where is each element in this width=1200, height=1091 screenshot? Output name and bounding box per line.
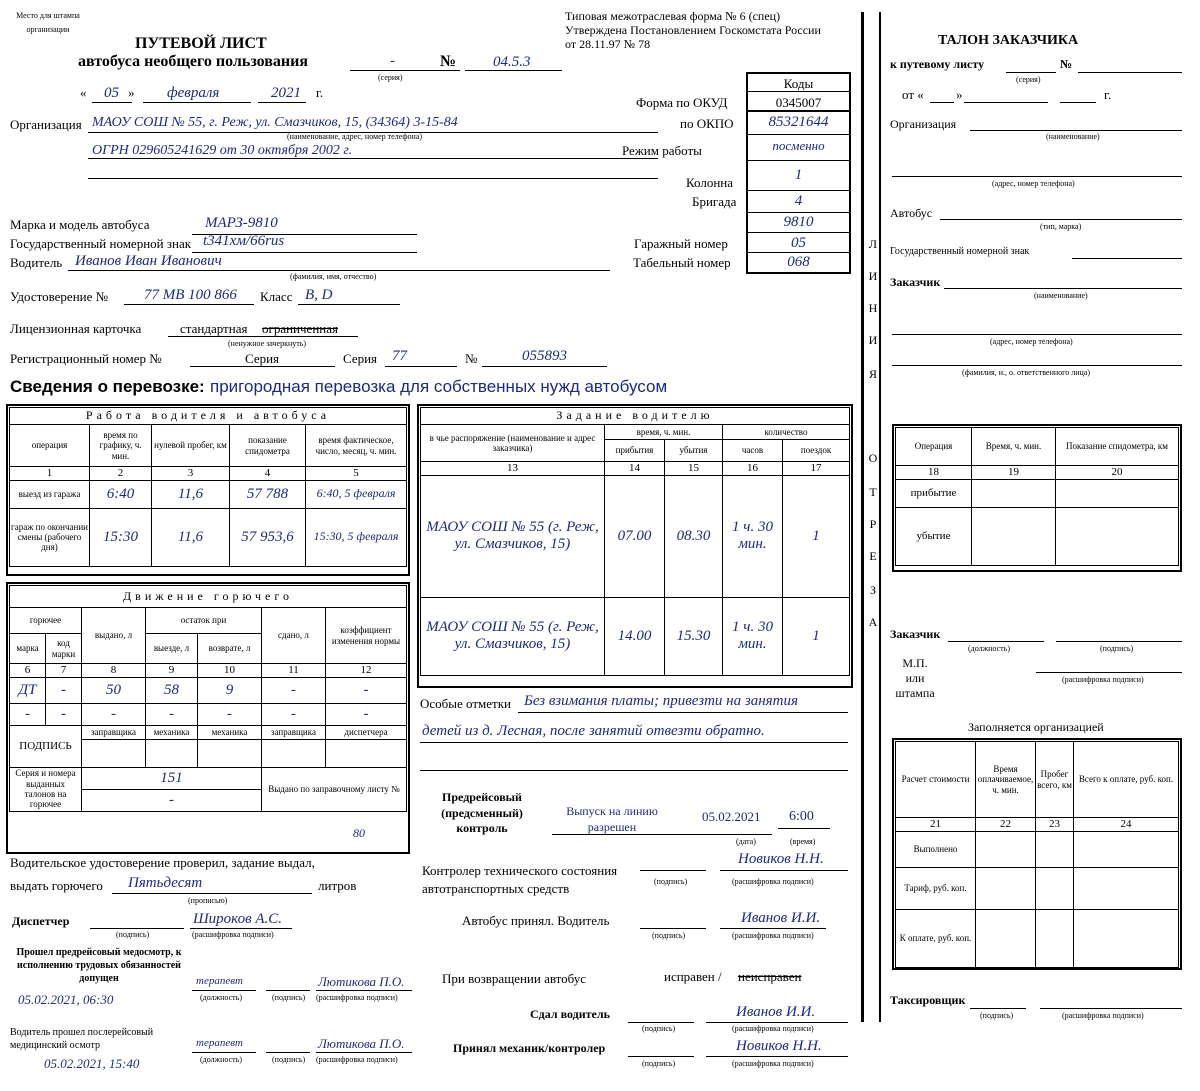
work-op: выезд из гаража xyxy=(10,480,90,508)
transport-value: пригородная перевозка для собственных нужд автобусом xyxy=(210,377,668,396)
tabel-number: 068 xyxy=(787,254,810,270)
title: ПУТЕВОЙ ЛИСТ xyxy=(135,35,267,52)
tt-n: 18 xyxy=(896,466,972,480)
talon-bus-cap: (тип, марка) xyxy=(1040,222,1082,231)
ct-h: Всего к оплате, руб. коп. xyxy=(1074,742,1179,818)
task-cell: 1 ч. 30 мин. xyxy=(723,597,783,675)
tn: 16 xyxy=(723,462,783,476)
task-cell: 1 xyxy=(783,475,850,597)
garage-number: 05 xyxy=(791,235,806,251)
ct-row-label: Выполнено xyxy=(896,831,976,867)
reg-no: № xyxy=(465,351,478,366)
postmed-pos-caption: (должность) xyxy=(200,1055,242,1064)
fuel-title: Движение горючего xyxy=(10,586,407,608)
special-label: Особые отметки xyxy=(420,696,511,711)
cut-letter: А xyxy=(868,615,878,629)
task-cell: 1 xyxy=(783,597,850,675)
controller-label: Контролер технического состояния автотранспортных средств xyxy=(422,863,618,896)
tn: 15 xyxy=(665,462,723,476)
sign-col: диспетчера xyxy=(326,725,407,739)
handed-label: Сдал водитель xyxy=(530,1007,610,1021)
sign-cell xyxy=(262,739,326,767)
mechanic-sign: (подпись) xyxy=(642,1059,676,1068)
task-cell: 15.30 xyxy=(665,597,723,675)
work-mode: посменно xyxy=(772,138,825,153)
task-h3: количество xyxy=(723,425,850,440)
cut-letter: О xyxy=(868,451,878,465)
special-line-2: детей из д. Лесная, после занятий отвезти обратно. xyxy=(422,723,765,739)
taxi-decode: (расшифровка подписи) xyxy=(1062,1011,1144,1020)
date-day: 05 xyxy=(104,85,119,101)
talon-customer-cap: (наименование) xyxy=(1034,291,1088,300)
talon-filled: Заполняется организацией xyxy=(968,720,1104,734)
task-cell: 14.00 xyxy=(605,597,665,675)
mechanic-name-caption: (расшифровка подписи) xyxy=(732,1059,814,1068)
fuel-h: коэффициент изменения нормы xyxy=(326,608,407,664)
class-value: B, D xyxy=(305,287,333,303)
ct-n: 21 xyxy=(896,818,976,832)
wh-2: нулевой пробег, км xyxy=(152,425,230,467)
bus-model: МАРЗ-9810 xyxy=(205,215,278,231)
talon-bus: Автобус xyxy=(890,206,933,220)
returned-ok: исправен / xyxy=(664,969,722,984)
task-cell: 1 ч. 30 мин. xyxy=(723,475,783,597)
fn: 9 xyxy=(146,664,198,678)
fuel-h: код марки xyxy=(46,634,82,664)
form-info-1: Типовая межотраслевая форма № 6 (спец) xyxy=(565,9,781,23)
fuel-cell: - xyxy=(198,703,262,725)
wn-2: 3 xyxy=(152,467,230,481)
brigade-value: 4 xyxy=(794,193,803,209)
ct-n: 24 xyxy=(1074,818,1179,832)
card-limited: ограниченная xyxy=(262,321,338,336)
org-label: Организация xyxy=(10,117,82,132)
okud-label: Форма по ОКУД xyxy=(636,95,728,110)
taxi-label: Таксировщик xyxy=(890,993,966,1007)
fuel-cell: - xyxy=(326,703,407,725)
fuel-cell: - xyxy=(146,703,198,725)
card-std: стандартная xyxy=(180,321,248,336)
column-label: Колонна xyxy=(686,175,734,190)
postmed-name: Лютикова П.О. xyxy=(318,1036,405,1051)
postmed-name-caption: (расшифровка подписи) xyxy=(316,1055,398,1064)
stamp-place-1: Место для штампа xyxy=(16,11,80,20)
cut-letter: Е xyxy=(869,549,877,563)
work-table xyxy=(9,407,407,567)
tt-n: 20 xyxy=(1056,466,1179,480)
series-caption: (серия) xyxy=(378,73,403,82)
fuel-cell: ДТ xyxy=(10,677,46,703)
release: Выпуск на линию разрешен xyxy=(566,804,658,834)
fuel-cell: - xyxy=(10,703,46,725)
premed-label: Прошел предрейсовый медосмотр, к исполнению трудовых обязанностей допущен xyxy=(16,947,182,984)
work-cell: 15:30 xyxy=(90,508,152,566)
tt-cell xyxy=(972,479,1056,507)
talon-decode-cap: (расшифровка подписи) xyxy=(1062,675,1144,684)
tn: 17 xyxy=(783,462,850,476)
reg-series: 77 xyxy=(392,348,407,364)
handed-name: Иванов И.И. xyxy=(736,1004,816,1020)
fuel-table xyxy=(9,585,407,812)
wh-0: операция xyxy=(10,425,90,467)
model-code: 9810 xyxy=(783,214,814,230)
wn-3: 4 xyxy=(230,467,306,481)
card-caption: (ненужное зачеркнуть) xyxy=(228,339,307,348)
talons-label: Серия и номера выданных талонов на горючее xyxy=(10,767,82,811)
premed-name-caption: (расшифровка подписи) xyxy=(316,993,398,1002)
fuel-cell: 50 xyxy=(82,677,146,703)
work-cell: 11,6 xyxy=(152,480,230,508)
fuel-h: выдано, л xyxy=(82,608,146,664)
quote-open: « xyxy=(80,85,87,100)
cut-letter: З xyxy=(869,583,876,597)
date-year: 2021 xyxy=(271,85,301,101)
line-letter: Я xyxy=(868,367,877,381)
column-value: 1 xyxy=(794,167,803,183)
wn-0: 1 xyxy=(10,467,90,481)
form-info-3: от 28.11.97 № 78 xyxy=(565,37,651,51)
task-cell: 08.30 xyxy=(665,475,723,597)
special-line-1: Без взимания платы; привезти на занятия xyxy=(524,693,798,709)
issued-value: 80 xyxy=(353,826,365,840)
accepted-name: Иванов И.И. xyxy=(741,910,821,926)
sign-col: заправщика xyxy=(82,725,146,739)
card-label: Лицензионная карточка xyxy=(10,321,142,336)
tn: 13 xyxy=(421,462,605,476)
fuel-h: возврате, л xyxy=(198,634,262,664)
reg-label: Регистрационный номер № xyxy=(10,351,162,366)
talon-title: ТАЛОН ЗАКАЗЧИКА xyxy=(938,33,1079,48)
codes-header: Коды xyxy=(783,76,814,91)
premed-sign: (подпись) xyxy=(272,993,306,1002)
subtitle: автобуса необщего пользования xyxy=(78,53,308,70)
sign-cell xyxy=(198,739,262,767)
accepted-sign: (подпись) xyxy=(652,931,686,940)
postmed-date: 05.02.2021, 15:40 xyxy=(44,1056,140,1071)
reg-number: 055893 xyxy=(522,348,567,364)
work-cell: 6:40 xyxy=(90,480,152,508)
talon-addr2-cap: (адрес, номер телефона) xyxy=(990,337,1073,346)
tt-n: 19 xyxy=(972,466,1056,480)
tt-h: Показание спидометра, км xyxy=(1056,428,1179,466)
work-cell: 15:30, 5 февраля xyxy=(306,508,407,566)
talon-customer: Заказчик xyxy=(890,275,941,289)
wh-4: время фактическое, число, месяц, ч. мин. xyxy=(306,425,407,467)
mode-label: Режим работы xyxy=(622,143,702,158)
driver-label: Водитель xyxy=(10,255,63,270)
okud-code: 0345007 xyxy=(775,95,822,110)
license-label: Удостоверение № xyxy=(10,289,109,304)
ct-h: Пробег всего, км xyxy=(1036,742,1074,818)
ct-n: 23 xyxy=(1036,818,1074,832)
org-caption: (наименование, адрес, номер телефона) xyxy=(287,132,423,141)
ct-n: 22 xyxy=(976,818,1036,832)
task-customer: МАОУ СОШ № 55 (г. Реж, ул. Смазчиков, 15) xyxy=(421,597,605,675)
fuel-cell: - xyxy=(262,703,326,725)
talon-1: 151 xyxy=(82,767,262,789)
fuel-cell: - xyxy=(46,677,82,703)
controller-name-caption: (расшифровка подписи) xyxy=(732,877,814,886)
fuel-h: горючее xyxy=(10,608,82,634)
talon-q2: » xyxy=(956,87,963,102)
dispatcher-label: Диспетчер xyxy=(12,914,70,928)
postmed-sign: (подпись) xyxy=(272,1055,306,1064)
date-suffix: г. xyxy=(316,85,324,100)
work-title: Работа водителя и автобуса xyxy=(10,408,407,425)
talon-table xyxy=(895,427,1179,566)
task-customer: МАОУ СОШ № 55 (г. Реж, ул. Смазчиков, 15) xyxy=(421,475,605,597)
reg-series-label: Серия xyxy=(343,351,378,366)
series-value: - xyxy=(390,53,395,69)
task-h2a: прибытия xyxy=(605,440,665,462)
wh-3: показание спидометра xyxy=(230,425,306,467)
class-label: Класс xyxy=(260,289,293,304)
date-month: февраля xyxy=(167,85,220,101)
fn: 6 xyxy=(10,664,46,678)
ct-row-label: Тариф, руб. коп. xyxy=(896,867,976,909)
task-title: Задание водителю xyxy=(421,408,850,425)
fn: 8 xyxy=(82,664,146,678)
check-line-1: Водительское удостоверение проверил, задание выдал, xyxy=(10,855,315,870)
tt-h: Время, ч. мин. xyxy=(972,428,1056,466)
fn: 7 xyxy=(46,664,82,678)
release-time: 6:00 xyxy=(789,809,814,824)
sign-col: механика xyxy=(146,725,198,739)
talon-mp: М.П. или штампа xyxy=(895,656,935,700)
number-sign: № xyxy=(440,53,457,70)
date-caption: (дата) xyxy=(736,837,756,846)
mechanic-label: Принял механик/контролер xyxy=(453,1041,606,1055)
postmed-pos: терапевт xyxy=(196,1037,243,1049)
cut-letter: Т xyxy=(869,485,877,499)
dispatcher-sign: (подпись) xyxy=(116,930,150,939)
ogrn: ОГРН 029605241629 от 30 октября 2002 г. xyxy=(92,143,353,158)
dispatcher-name-caption: (расшифровка подписи) xyxy=(192,930,274,939)
list-number: 04.5.3 xyxy=(493,54,531,70)
fuel-h: выезде, л xyxy=(146,634,198,664)
work-op: гараж по окончании смены (рабочего дня) xyxy=(10,508,90,566)
talon-resp-cap: (фамилия, и., о. ответственного лица) xyxy=(962,368,1090,377)
controller-name: Новиков Н.Н. xyxy=(738,851,824,867)
talon-addr-cap: (адрес, номер телефона) xyxy=(992,179,1075,188)
returned-label: При возвращении автобус xyxy=(442,971,587,986)
driver-caption: (фамилия, имя, отчество) xyxy=(290,272,377,281)
fn: 11 xyxy=(262,664,326,678)
fuel-h: остаток при xyxy=(146,608,262,634)
wn-1: 2 xyxy=(90,467,152,481)
fuel-words: Пятьдесят xyxy=(128,875,203,891)
stamp-place-2: организации xyxy=(26,25,70,34)
talon-customer-2: Заказчик xyxy=(890,627,941,641)
work-cell: 6:40, 5 февраля xyxy=(306,480,407,508)
fuel-h: марка xyxy=(10,634,46,664)
talon-to-list: к путевому листу xyxy=(890,57,985,71)
fn: 12 xyxy=(326,664,407,678)
talon-plate: Государственный номерной знак xyxy=(890,246,1030,257)
fuel-cell: - xyxy=(82,703,146,725)
ct-h: Время оплачиваемое, ч. мин. xyxy=(976,742,1036,818)
fuel-cell: 58 xyxy=(146,677,198,703)
line-letter: Н xyxy=(868,301,878,315)
task-h2: время, ч. мин. xyxy=(605,425,723,440)
license-number: 77 МВ 100 866 xyxy=(144,287,237,303)
words-caption: (прописью) xyxy=(188,896,228,905)
handed-name-caption: (расшифровка подписи) xyxy=(732,1024,814,1033)
task-h1: в чье распоряжение (наименование и адрес заказчика) xyxy=(421,425,605,462)
fuel-cell: - xyxy=(46,703,82,725)
talon-pos-cap: (должность) xyxy=(968,644,1010,653)
plate-label: Государственный номерной знак xyxy=(10,236,192,251)
ct-h: Расчет стоимости xyxy=(896,742,976,818)
fuel-cell: - xyxy=(326,677,407,703)
sign-col: заправщика xyxy=(262,725,326,739)
premed-date: 05.02.2021, 06:30 xyxy=(18,992,114,1007)
talon-seria: (серия) xyxy=(1016,75,1041,84)
returned-bad: неисправен xyxy=(738,969,802,984)
fn: 10 xyxy=(198,664,262,678)
model-label: Марка и модель автобуса xyxy=(10,217,150,232)
task-h3b: поездок xyxy=(783,440,850,462)
cost-table xyxy=(895,741,1179,968)
line-letter: И xyxy=(868,269,878,283)
premed-pos: терапевт xyxy=(196,975,243,987)
form-info-2: Утверждена Постановлением Госкомстата России xyxy=(565,23,821,37)
talon-org: Организация xyxy=(890,117,957,131)
check-line-2: выдать горючего xyxy=(10,878,103,893)
tt-row-label: прибытие xyxy=(896,479,972,507)
task-cell: 07.00 xyxy=(605,475,665,597)
garage-label: Гаражный номер xyxy=(634,236,728,251)
sign-cell xyxy=(146,739,198,767)
line-letter: И xyxy=(868,333,878,347)
tt-cell xyxy=(972,507,1056,565)
sign-col: механика xyxy=(198,725,262,739)
handed-sign: (подпись) xyxy=(642,1024,676,1033)
brigade-label: Бригада xyxy=(692,194,737,209)
taxi-sign: (подпись) xyxy=(980,1011,1014,1020)
transport-label: Сведения о перевозке: xyxy=(10,377,205,396)
wn-4: 5 xyxy=(306,467,407,481)
tabel-label: Табельный номер xyxy=(633,255,731,270)
issued-label: Выдано по заправочному листу № xyxy=(262,767,407,811)
talon-no: № xyxy=(1060,57,1073,71)
ct-row-label: К оплате, руб. коп. xyxy=(896,909,976,967)
fuel-cell: 9 xyxy=(198,677,262,703)
talon-org-cap: (наименование) xyxy=(1046,132,1100,141)
precontrol-label: Предрейсовый (предсменный) контроль xyxy=(441,790,523,836)
okpo-label: по ОКПО xyxy=(680,116,734,131)
tt-h: Операция xyxy=(896,428,972,466)
work-cell: 57 788 xyxy=(230,480,306,508)
reg-series-caption: Серия xyxy=(245,351,280,366)
work-cell: 57 953,6 xyxy=(230,508,306,566)
tt-cell xyxy=(1056,479,1179,507)
cut-letter: Р xyxy=(869,517,877,531)
release-date: 05.02.2021 xyxy=(702,809,761,824)
talon-g: г. xyxy=(1104,87,1112,102)
liters: литров xyxy=(318,878,357,893)
sign-cell xyxy=(326,739,407,767)
talon-from: от « xyxy=(902,87,924,102)
task-table xyxy=(420,407,850,676)
org-value: МАОУ СОШ № 55, г. Реж, ул. Смазчиков, 15, (34364) 3-15-84 xyxy=(92,115,458,130)
tn: 14 xyxy=(605,462,665,476)
plate-value: t341хм/66rus xyxy=(203,233,285,249)
accepted-name-caption: (расшифровка подписи) xyxy=(732,931,814,940)
dispatcher-name: Широков А.С. xyxy=(193,911,283,927)
tt-row-label: убытие xyxy=(896,507,972,565)
time-caption: (время) xyxy=(790,837,816,846)
quote-close: » xyxy=(128,85,135,100)
controller-sign: (подпись) xyxy=(654,877,688,886)
driver-name: Иванов Иван Иванович xyxy=(75,253,222,269)
fuel-cell: - xyxy=(262,677,326,703)
line-letter: Л xyxy=(868,237,878,251)
talon-2: - xyxy=(82,789,262,811)
task-h3a: часов xyxy=(723,440,783,462)
mechanic-name: Новиков Н.Н. xyxy=(736,1038,822,1054)
okpo-code: 85321644 xyxy=(768,114,829,130)
accepted-label: Автобус принял. Водитель xyxy=(462,913,610,928)
sign-label: ПОДПИСЬ xyxy=(10,725,82,767)
premed-pos-caption: (должность) xyxy=(200,993,242,1002)
task-h2b: убытия xyxy=(665,440,723,462)
wh-1: время по графику, ч. мин. xyxy=(90,425,152,467)
premed-name: Лютикова П.О. xyxy=(318,974,405,989)
talon-sign-cap: (подпись) xyxy=(1100,644,1134,653)
fuel-h: сдано, л xyxy=(262,608,326,664)
tt-cell xyxy=(1056,507,1179,565)
postmed-label: Водитель прошел послерейсовый медицинский осмотр xyxy=(10,1027,154,1051)
work-cell: 11,6 xyxy=(152,508,230,566)
sign-cell xyxy=(82,739,146,767)
